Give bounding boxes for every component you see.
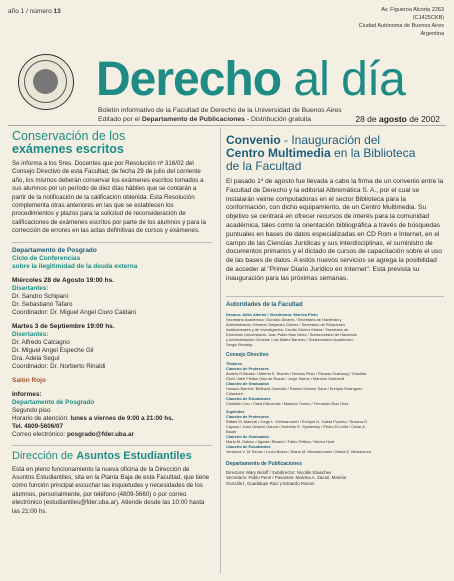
conference-cycle-title: Ciclo de Conferencias bbox=[12, 254, 81, 262]
conference-cycle-subtitle: sobre la ilegitimidad de la deuda externa bbox=[12, 262, 138, 270]
council-heading: Consejo Directivo bbox=[226, 351, 269, 358]
section-divider bbox=[226, 296, 444, 297]
faculty-seal-icon bbox=[18, 54, 74, 110]
publications-heading: Departamento de Publicaciones bbox=[226, 460, 302, 467]
council-list: Titulares Claustro de Profesores Andrés D'Alessio / Alberto E. Bueres / Mónica Pinto / Ricardo Guibourg / Graciela Gurfi / Abel Fleitas Ortiz de Rozas / Jorge Sáenz / Marcelo Gebhardt Claustro de Graduados Horacio Barrioli / Beltrand Zamudio / Ramiro Monner Sans / Enrique Rodríguez Chiantore Claustro de Estudiantes Christian Cao / Clara Kilsnevick / Mariano Tomeo / Fernando Ruiz Díaz Suplentes Claustro de Profesores Rafael M. Manóvil / Jorge L. Kielmanovich / Enrique N. Zuleta Puceiro / Susana G. Cayuso / Juan Octavio Gauna / Norberto E. Spolansky / Pedro Di Lella / César A. Bauer Claustro de Graduados Maria M. Dalsoo / Agustín Rivachi / Fabio Pettica / Héctor Huíd Claustro de Estudiantes Verónica V. Di Tomas / Lucía Bozza / Diana M. Nieuwenmann / María E. Bentancour bbox=[226, 360, 372, 454]
article-heading-convenio: Convenio - Inauguración del Centro Multimedia en la Biblioteca de la Facultad bbox=[226, 133, 416, 173]
article-body-exams: Se informa a los Sres. Docentes que por Resolución nº 316/02 del Consejo Directivo de esta Facultad, de fecha 29 de julio del corriente año, los mismos deberán conservar los exámenes escritos tomados a sus alumnos por un período de diez días hábiles que se contarán a partir de la notificación de la calificación obtenida. Esta Resolución complementa otras anteriores en las que se establecen los procedimientos y plazos para la solicitud de reconsideración de calificaciones de exámenes escritos por parte de los alumnos y para la corrección de errores en las actas definitivas de cursos y exámenes. bbox=[12, 160, 206, 235]
publications-list: Directora: Mary Beloff / Subdirector: Nicolás Eliaschev Secretario: Pablo Perel / Pasantes: Malvina A. Zacari, Mariela González, Guadalupe Ruiz y Eduardo Raices bbox=[226, 469, 347, 486]
section-divider bbox=[12, 445, 212, 446]
authorities-heading: Autoridades de la Facultad bbox=[226, 301, 303, 308]
left-column bbox=[12, 130, 212, 516]
column-divider bbox=[220, 128, 221, 573]
address-block: Av. Figueroa Alcorta 2263 (C1425CKB) Ciudad Autónoma de Buenos Aires Argentina bbox=[358, 7, 444, 37]
article-heading-student-affairs: Dirección de Asuntos Estudiantiles bbox=[12, 449, 192, 462]
issue-number: año 1 / número 13 bbox=[8, 8, 61, 15]
masthead-subtitle: Boletín informativo de la Facultad de Derecho de la Universidad de Buenos Aires Editado por el Departamento de Publicaciones - Distribución gratuita bbox=[98, 107, 342, 123]
authorities-list: Decano: Atilio Alterini / Vicedecano: Mónica Pinto Secretario Académico: Gonzalo Álvarez / Secretaria de Hacienda y Administración General: Alejandro Gómez / Secretario de Relaciones Institucionales y de Investigación: Cecilia Gómez Masía / Secretario de Extensión Universitaria: Juan Pablo Mas Velez / Subsecretario de Hacienda y Administración General: Luis Mateo Barreiro / Subsecretario Académico: Sergio Brodsky bbox=[226, 311, 357, 347]
event-2: Martes 3 de Septiembre 19:00 hs. Disertantes: Dr. Alfredo Calcagno Dr. Miguel Angel Espeche Gil Dra. Adela Seguí Coordinador: Dr. Norberto Rinaldi bbox=[12, 322, 115, 370]
posgrado-heading: Departamento de Posgrado bbox=[12, 246, 97, 254]
header-divider bbox=[8, 125, 446, 126]
article-body-student-affairs: Está en pleno funcionamiento la nueva oficina de la Dirección de Asuntos Estudiantiles, sita en la Planta Baja de esta Facultad, que tiene como función principal escuchar las inquietudes y necesidades de los alumnos, personalmente, por teléfono (4809-5660) o por correo electrónico (estudiantiles@fder.uba.ar). Atiende desde las 10:00 hasta las 21:00 hs. bbox=[12, 465, 210, 515]
venue: Salón Rojo bbox=[12, 376, 46, 384]
info-block: Informes: Departamento de Posgrado Segundo piso Horario de atención: lunes a viernes de 9:00 a 21:00 hs. Tel. 4809-5606/07 Correo electrónico: posgrado@fder.uba.ar bbox=[12, 390, 174, 438]
event-1: Miércoles 28 de Agosto 19:00 hs. Disertantes: Dr. Sandro Schipani Dr. Sebastiano Tafaro Coordinador: Dr. Miguel Angel Ciuro Caldani bbox=[12, 276, 136, 316]
right-column bbox=[226, 134, 444, 486]
issue-date: 28 de agosto de 2002 bbox=[355, 114, 440, 124]
posgrado-email-link[interactable]: posgrado@fder.uba.ar bbox=[66, 430, 134, 438]
article-heading-exams: Conservación de los exámenes escritos bbox=[12, 129, 126, 156]
masthead-title: Derecho al día bbox=[96, 53, 405, 106]
section-divider bbox=[12, 242, 212, 243]
article-body-convenio: El pasado 1º de agosto fue llevada a cabo la firma de un convenio entre la Facultad de Derecho y la editorial Albremática S. A., por el cual se instalarán veinte computadoras en el sector Biblioteca para la conformación, con dicho equipamiento, de un Centro Multimedia. Su objetivo se centrará en ofrecer recursos de interés para la comunidad académica, tales como la orientación bibliográfica a través de búsquedas puntuales en bases de datos especializadas en CD Rom e Internet, en el campo de las Ciencias Jurídicas y sus interdisciplinas, el suministro de documentos primarios y el dictado de cursos de capacitación sobre el uso de las bases de datos. A estos nuevos servicios se agrega la posibilidad de acceder al "Primer Diario Jurídico en Internet". Está prevista su inauguración para las próximas semanas. bbox=[226, 178, 444, 282]
